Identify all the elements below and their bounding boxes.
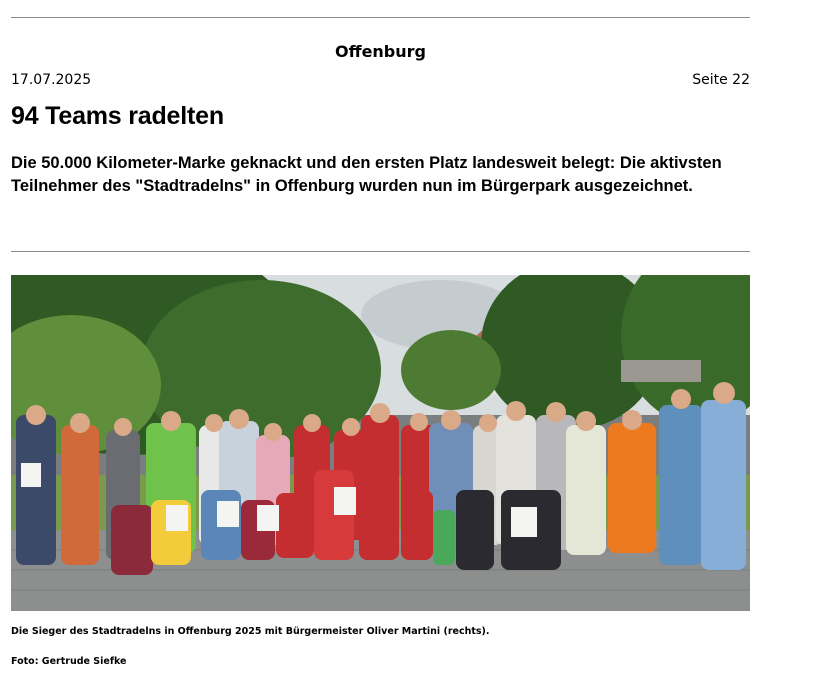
lead-divider [11, 251, 750, 252]
top-rule [11, 17, 750, 18]
section-title: Offenburg [335, 42, 426, 61]
article-lead: Die 50.000 Kilometer-Marke geknackt und den ersten Platz landesweit belegt: Die aktivsten Teilnehmer des "Stadtradelns" in Offenburg wurden nun im Bürgerpark ausgezeichnet. [11, 154, 722, 195]
photo-caption: Die Sieger des Stadtradelns in Offenburg 2025 mit Bürgermeister Oliver Martini (rechts). [11, 626, 490, 637]
article-headline: 94 Teams radelten [11, 102, 224, 130]
publication-date: 17.07.2025 [11, 72, 92, 88]
photo-wall [621, 360, 701, 382]
article-photo[interactable] [11, 275, 750, 611]
page-number: Seite 22 [692, 72, 750, 88]
group-photo-illustration [11, 275, 750, 611]
photo-tree-mid [401, 330, 501, 410]
photo-credit: Foto: Gertrude Siefke [11, 656, 127, 667]
